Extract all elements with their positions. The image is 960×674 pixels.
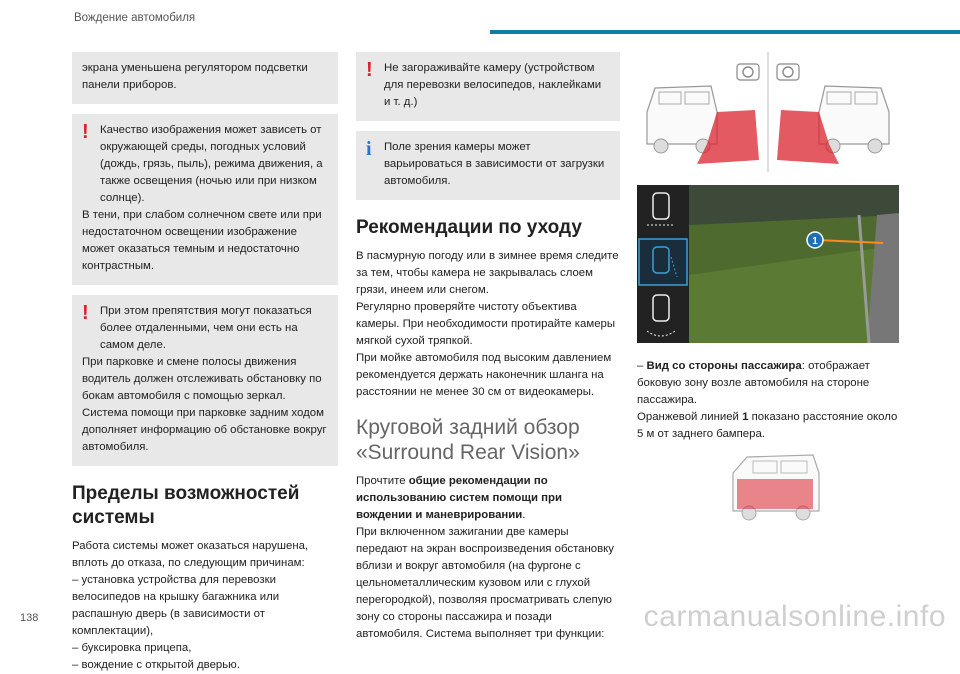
- item-bold: Вид со стороны пассажира: [646, 360, 802, 372]
- warning-text-2: В тени, при слабом солнечном свете или при недостаточном освещении изображение может оказаться темным и недостаточно контрастным.: [82, 209, 322, 272]
- warning-text-1: Качество изображения может зависеть от окружающей среды, погодных условий (дождь, грязь, пыль), режима движения, а также освещения (ночью или при низком солнце).: [100, 124, 323, 204]
- care-text: В пасмурную погоду или в зимнее время следите за тем, чтобы камера не закрывалась слоем грязи, инеем или снегом.: [356, 250, 619, 296]
- info-box-field-of-view: [356, 131, 620, 200]
- page-number: 138: [20, 612, 39, 624]
- read-recommendations: [356, 473, 620, 524]
- heading-line-2: «Surround Rear Vision»: [356, 441, 580, 464]
- note-bold: 1: [742, 411, 749, 423]
- van-side-zone-illustration: [637, 453, 899, 533]
- column-3: [637, 52, 899, 538]
- section-heading-care: Рекомендации по уходу: [356, 217, 582, 238]
- limits-intro: Работа системы может оказаться нарушена, вплоть до отказа, по следующим причинам:: [72, 540, 309, 569]
- van-left-icon: [647, 86, 717, 153]
- passenger-view-item: [637, 358, 899, 409]
- warning-icon: !: [366, 59, 373, 81]
- passenger-side-zone: [737, 479, 813, 509]
- warning-text-2: При парковке и смене полосы движения водитель должен отслеживать обстановку по бокам автомобиля с помощью зеркал.: [82, 356, 322, 402]
- warning-box-obstruction: [356, 52, 620, 121]
- note-text: экрана уменьшена регулятором подсветки панели приборов.: [82, 62, 308, 91]
- column-1: [72, 52, 338, 674]
- warning-box-distance: [72, 295, 338, 466]
- steering-wheel-icon: [777, 64, 799, 80]
- camera-screen-image: [637, 185, 899, 343]
- warning-text-3: Система помощи при парковке задним ходом дополняет информацию об обстановке вокруг автомобиля.: [82, 407, 327, 453]
- note-rest: показано расстояние около 5 м от заднего бампера.: [637, 411, 898, 440]
- surround-description: При включенном зажигании две камеры передают на экран воспроизведения обстановку вблизи и вокруг автомобиля (на фургоне с цельнометаллическим кузовом или с глухой перегородкой), позволяя просматривать слепую зону со стороны пассажира и позади автомобиля. Система выполняет три функции:: [356, 526, 614, 640]
- passenger-view-mode-button[interactable]: [639, 239, 687, 285]
- van-right-icon: [819, 86, 889, 153]
- limits-item: – вождение с открытой дверью.: [72, 659, 240, 671]
- warning-text: Не загораживайте камеру (устройством для перевозки велосипедов, наклейками и т. д.): [384, 62, 602, 108]
- column-2: [356, 52, 620, 643]
- callout-number: 1: [812, 236, 818, 247]
- item-rest: : отображает боковую зону возле автомобиля на стороне пассажира.: [637, 360, 870, 406]
- warning-box-image-quality: [72, 114, 338, 285]
- warning-icon: !: [82, 121, 89, 143]
- running-header: Вождение автомобиля: [74, 12, 196, 24]
- note-box-brightness: [72, 52, 338, 104]
- orange-line-note: [637, 409, 899, 443]
- limits-item: – установка устройства для перевозки велосипедов на крышку багажника или распашную дверь (в зависимости от комплектации),: [72, 574, 280, 637]
- read-prefix: Прочтите: [356, 475, 409, 487]
- rear-camera-zones-illustration: [637, 52, 899, 172]
- read-bold: общие рекомендации по использованию систем помощи при вождении и маневрировании: [356, 475, 562, 521]
- section-heading-limits: Пределы возможностей системы: [72, 483, 300, 528]
- info-icon: i: [366, 138, 372, 160]
- care-text: Регулярно проверяйте чистоту объектива камеры. При необходимости протирайте камеры мягкой сухой тряпкой.: [356, 301, 616, 347]
- limits-item: – буксировка прицепа,: [72, 642, 192, 654]
- warning-icon: !: [82, 302, 89, 324]
- read-suffix: .: [522, 509, 526, 521]
- item-dash: –: [637, 360, 647, 372]
- heading-line-1: Круговой задний обзор: [356, 416, 580, 439]
- warning-text-1: При этом препятствия могут показаться более отдаленными, чем они есть на самом деле.: [100, 305, 312, 351]
- header-accent-bar: [490, 30, 960, 34]
- care-text: При мойке автомобиля под высоким давлением рекомендуется держать наконечник шланга на расстоянии не менее 30 см от видеокамеры.: [356, 352, 612, 398]
- info-text: Поле зрения камеры может варьироваться в зависимости от загрузки автомобиля.: [384, 141, 605, 187]
- note-prefix: Оранжевой линией: [637, 411, 743, 423]
- watermark: carmanualsonline.info: [643, 600, 946, 633]
- section-heading-surround: [356, 415, 620, 465]
- steering-wheel-icon: [737, 64, 759, 80]
